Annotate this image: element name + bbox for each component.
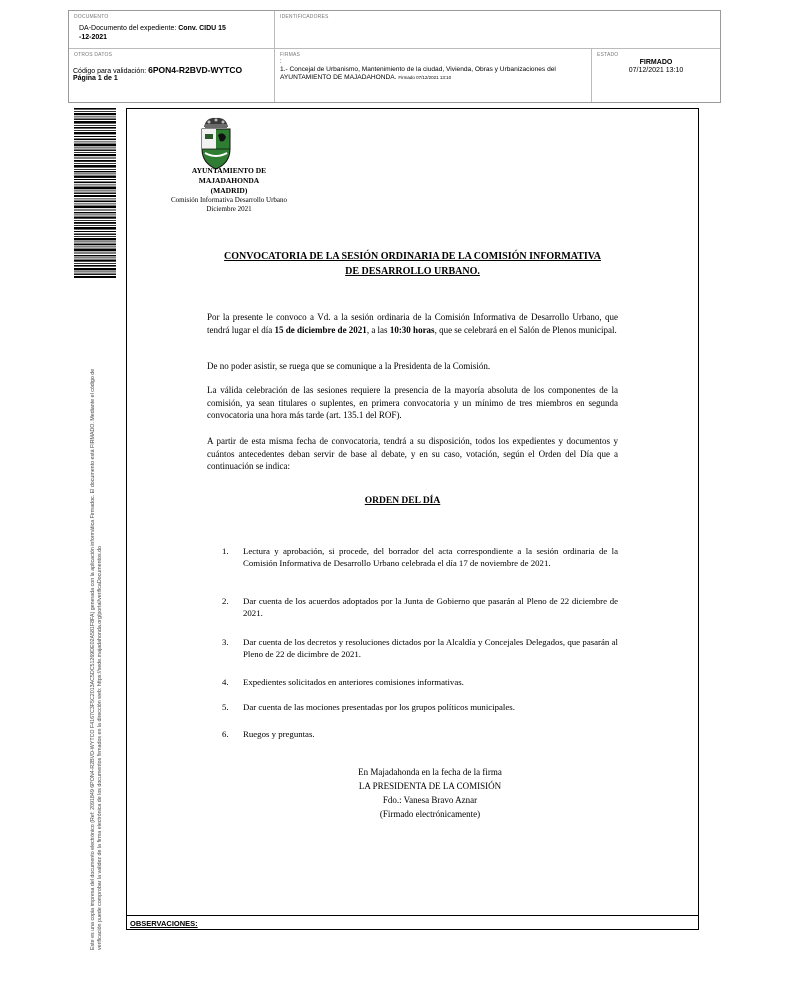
observaciones-label: OBSERVACIONES: <box>130 919 198 928</box>
agenda-item-text: Expedientes solicitados en anteriores comisiones informativas. <box>243 677 464 687</box>
documento-label: DOCUMENTO <box>74 14 109 20</box>
p1-text-e: , que se celebrará en el Salón de Plenos municipal. <box>434 324 617 335</box>
codigo-validacion: Código para validación: 6PON4-R2BVD-WYTCO <box>73 65 243 75</box>
orden-del-dia-title: ORDEN DEL DÍA <box>364 496 441 506</box>
agenda-item-number: 5. <box>222 702 229 712</box>
agenda-item-text: Lectura y aprobación, si procede, del borrador del acta correspondiente a la sesión ordinaria de la Comisión Informativa de Desarrollo Urbano celebrada el día 17 de noviembre de 2021. <box>243 546 618 568</box>
agenda-item-number: 4. <box>222 677 229 687</box>
documento-value-cont: -12-2021 <box>79 34 108 41</box>
title-line-1: CONVOCATORIA DE LA SESIÓN ORDINARIA DE LA COMISIÓN INFORMATIVA <box>224 251 601 262</box>
paragraph-absence: De no poder asistir, se ruega que se comunique a la Presidenta de la Comisión. <box>207 361 491 371</box>
agenda-item-text: Ruegos y preguntas. <box>243 729 315 739</box>
observaciones-bar <box>126 915 699 930</box>
firmas-cell <box>275 49 592 102</box>
estado-value: FIRMADO <box>639 59 673 66</box>
verification-line-1: Este es una copia impresa del documento electrónico (Ref: 2091849 6PON4-R2BVD-WYTCO F4167C3F5C2013AC5DC51269DE02A581F8FA) generada con la aplicación informática Firmadoc. El documento está FIRMADO. Mediante el código de <box>90 368 96 950</box>
agenda-item <box>222 636 618 662</box>
agenda-item-text: Dar cuenta de los acuerdos adoptados por la Junta de Gobierno que pasarán al Pleno de 22 diciembre de 2021. <box>243 596 618 618</box>
signature-note: (Firmado electrónicamente) <box>379 809 481 819</box>
firma-line-2: AYUNTAMIENTO DE MAJADAHONDA. Firmado 07/12/2021 13:10 <box>280 74 452 81</box>
organization-block <box>150 166 308 214</box>
paragraph-convocatoria <box>207 311 618 336</box>
org-line-2: MAJADAHONDA <box>198 176 260 185</box>
agenda-item-number: 2. <box>222 596 229 606</box>
signature-header-box <box>68 10 721 103</box>
documento-line: DA-Documento del expediente: Conv. CIDU 15 <box>79 25 226 32</box>
documento-cell <box>69 11 275 49</box>
session-time: 10:30 horas <box>389 324 435 335</box>
agenda-item-text: Dar cuenta de los decretos y resoluciones dictados por la Alcaldía y Concejales Delegados, que pasarán al Pleno de 22 de dicimbre de 2021. <box>243 637 618 659</box>
agenda-item-number: 1. <box>222 546 229 556</box>
estado-cell <box>592 49 720 102</box>
p1-text-a: Por la presente le convoco a Vd. a la sesión ordinaria de la Comisión Informativa de Desarrollo Urbano, que tendrá lugar el día <box>207 312 618 335</box>
signature-name: Fdo.: Vanesa Bravo Aznar <box>382 795 478 805</box>
codigo-value: 6PON4-R2BVD-WYTCO <box>148 65 243 75</box>
signature-block <box>300 765 560 821</box>
agenda-item <box>222 595 618 621</box>
paragraph-documents: A partir de esta misma fecha de convocatoria, tendrá a su disposición, todos los expedientes y documentos y cuántos antecedentes deban servir de base al debate, y en su caso, votación, según el Orden del Día que a continuación se indica: <box>207 436 618 471</box>
org-line-1: AYUNTAMIENTO DE <box>191 166 267 175</box>
agenda-item-text: Dar cuenta de las mociones presentadas por los grupos políticos municipales. <box>243 702 515 712</box>
verification-side-text <box>90 70 104 950</box>
session-date: 15 de diciembre de 2021 <box>274 324 367 335</box>
firmas-label: FIRMAS <box>280 52 301 58</box>
estado-label: ESTADO <box>597 52 619 58</box>
signature-role: LA PRESIDENTA DE LA COMISIÓN <box>358 781 502 791</box>
identificadores-cell <box>275 11 720 49</box>
documento-value: Conv. CIDU 15 <box>178 25 226 32</box>
document-title <box>205 249 620 279</box>
verification-line-2: verificación puede comprobar la validez de la firma electrónica de los documentos firmados en la dirección web: https://sede.majadahonda.org/portal/verificaDocumentos.do <box>97 546 103 950</box>
agenda-item <box>222 545 618 583</box>
identificadores-label: IDENTIFICADORES <box>280 14 329 20</box>
agenda-item <box>222 676 618 690</box>
firma-fecha: Firmado 07/12/2021 13:10 <box>398 75 452 80</box>
p1-text-c: , a las <box>366 324 390 335</box>
agenda-item <box>222 701 618 715</box>
agenda-item-number: 6. <box>222 729 229 739</box>
pagina: Página 1 de 1 <box>73 75 118 82</box>
estado-fecha: 07/12/2021 13:10 <box>628 67 684 74</box>
otros-datos-label: OTROS DATOS <box>74 52 113 58</box>
firmas-colon: : <box>280 59 282 65</box>
agenda-item <box>222 728 618 742</box>
org-date: Diciembre 2021 <box>206 205 252 213</box>
signature-place: En Majadahonda en la fecha de la firma <box>358 767 502 777</box>
title-line-2: DE DESARROLLO URBANO. <box>345 266 480 277</box>
org-commission: Comisión Informativa Desarrollo Urbano <box>170 196 288 204</box>
paragraph-quorum: La válida celebración de las sesiones requiere la presencia de la mayoría absoluta de los componentes de la comisión, ya sean titulares o suplentes, en primera convocatoria y un mínimo de tres miembros en segunda convocatoria una hora más tarde (art. 135.1 del ROF). <box>207 385 618 420</box>
org-line-3: (MADRID) <box>210 186 248 195</box>
coat-of-arms-icon <box>196 113 236 173</box>
firma-line-1: 1.- Concejal de Urbanismo, Mantenimiento de la ciudad, Vivienda, Obras y Urbanizaciones del <box>280 66 556 73</box>
agenda-item-number: 3. <box>222 637 229 647</box>
